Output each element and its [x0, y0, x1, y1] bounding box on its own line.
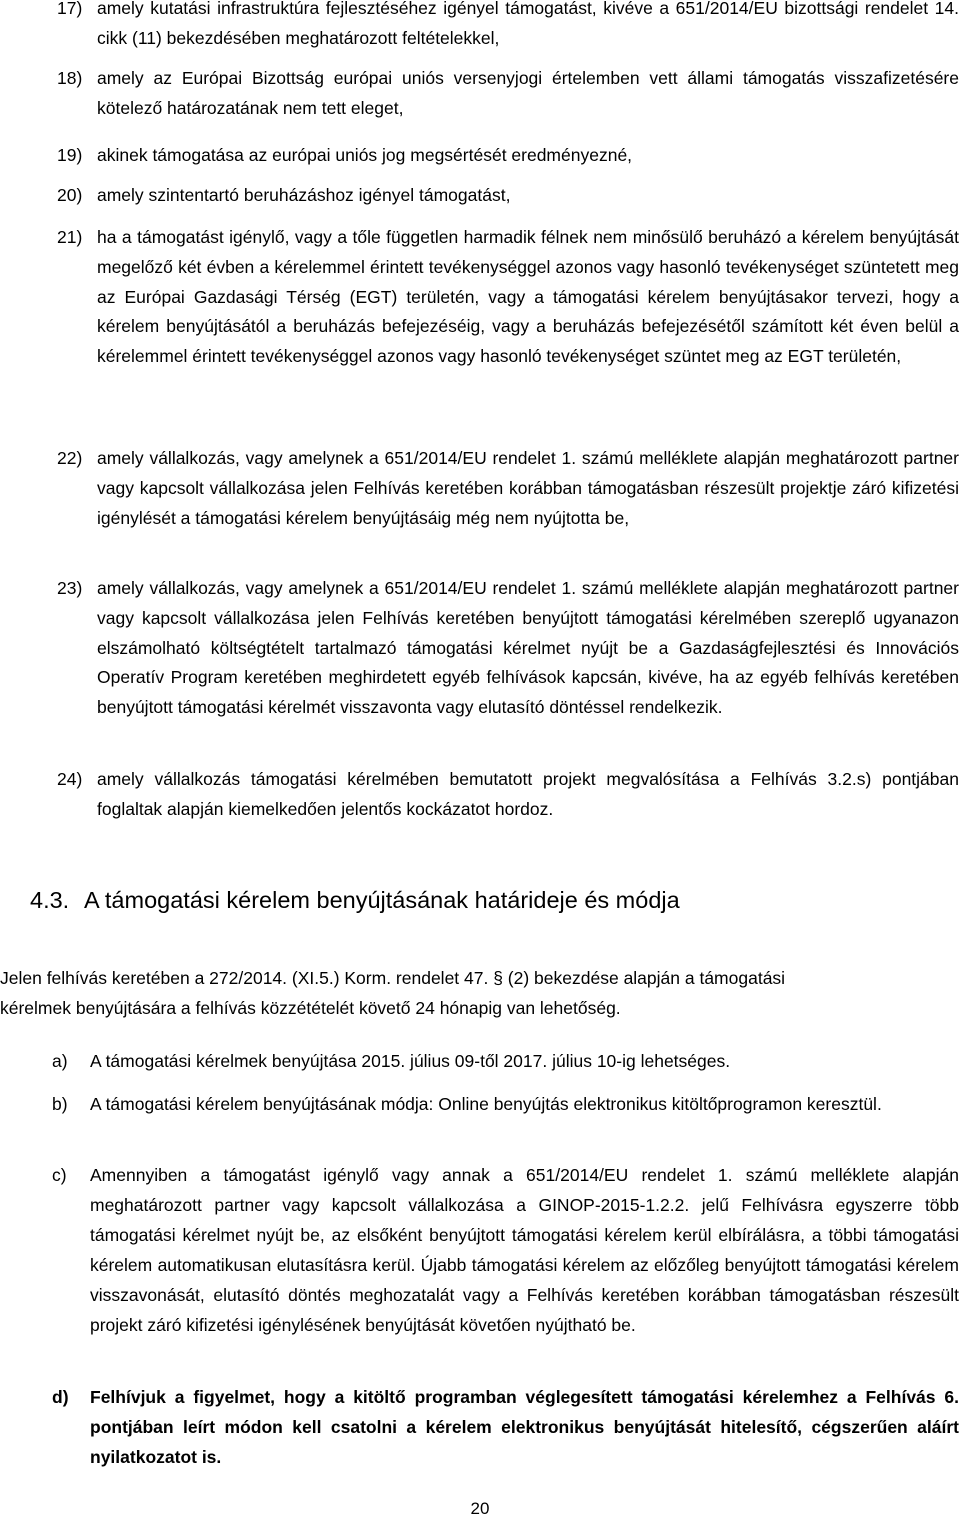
lettered-item-text: Amennyiben a támogatást igénylő vagy annak a 651/2014/EU rendelet 1. számú melléklete alapján meghatározott partner vagy kapcsolt vállalkozása a GINOP-2015-1.2.2. jelű Felhívásra egyszerre több támogatási kérelmet nyújt be, az elsőként benyújtott támogatási kérelem kerül elbírálásra, a többi támogatási kérelem automatikusan elutasításra kerül. Újabb támogatási kérelem az előzőleg benyújtott támogatási kérelem visszavonását, elutasító döntés meghozatalát vagy a Felhívás keretében korábban támogatásban részesült projekt záró kifizetési igénylésének benyújtását követően nyújtható be. [90, 1165, 959, 1335]
list-item-number: 23) [57, 578, 83, 598]
list-item-number: 17) [57, 0, 83, 18]
list-item-17 [57, 0, 959, 54]
lettered-item-text: A támogatási kérelmek benyújtása 2015. július 09-től 2017. július 10-ig lehetséges. [90, 1051, 731, 1071]
lettered-item-d [52, 1382, 959, 1472]
list-item-22 [57, 444, 959, 533]
lettered-item-letter: d) [52, 1387, 69, 1407]
list-item-21 [57, 223, 959, 372]
section-heading [30, 880, 680, 920]
list-item-24 [57, 765, 959, 825]
list-item-text: amely az Európai Bizottság európai uniós versenyjogi értelemben vett állami támogatás visszafizetésére kötelező határozatának nem tett eleget, [97, 68, 959, 118]
intro-paragraph [0, 964, 955, 1024]
lettered-item-text: A támogatási kérelem benyújtásának módja: Online benyújtás elektronikus kitöltőprogramon keresztül. [90, 1094, 882, 1114]
lettered-item-letter: a) [52, 1051, 68, 1071]
list-item-number: 24) [57, 769, 83, 789]
list-item-19 [57, 141, 959, 171]
list-item-number: 22) [57, 448, 83, 468]
list-item-text: amely szintentartó beruházáshoz igényel támogatást, [97, 185, 511, 205]
list-item-text: ha a támogatást igénylő, vagy a tőle független harmadik félnek nem minősülő beruházó a kérelem benyújtását megelőző két évben a kérelemmel érintett tevékenységgel azonos vagy hasonló tevékenységet szüntetett meg az Európai Gazdasági Térség (EGT) területén, vagy a támogatási kérelem benyújtásakor tervezi, hogy a kérelem benyújtásától a beruházás befejezéséig, vagy a beruházás befejezésétől számított két éven belül a kérelemmel érintett tevékenységgel azonos vagy hasonló tevékenységet szüntet meg az EGT területén, [97, 227, 959, 367]
page-number: 20 [470, 1499, 490, 1518]
list-item-number: 18) [57, 68, 83, 88]
section-title: A támogatási kérelem benyújtásának határideje és módja [84, 887, 680, 913]
list-item-20 [57, 181, 959, 211]
intro-line: Jelen felhívás keretében a 272/2014. (XI.5.) Korm. rendelet 47. § (2) bekezdése alapján a támogatási [0, 968, 786, 988]
section-number: 4.3. [30, 887, 70, 913]
list-item-number: 19) [57, 145, 83, 165]
lettered-item-b [52, 1089, 959, 1119]
list-item-text: akinek támogatása az európai uniós jog megsértését eredményezné, [97, 145, 633, 165]
list-item-number: 21) [57, 227, 83, 247]
list-item-number: 20) [57, 185, 83, 205]
list-item-18 [57, 64, 959, 124]
lettered-item-c [52, 1160, 959, 1340]
list-item-text: amely vállalkozás támogatási kérelmében bemutatott projekt megvalósítása a Felhívás 3.2.s) pontjában foglaltak alapján kiemelkedően jelentős kockázatot hordoz. [97, 769, 959, 819]
intro-line: kérelmek benyújtására a felhívás közzétételét követő 24 hónapig van lehetőség. [0, 997, 621, 1018]
lettered-item-a [52, 1046, 959, 1076]
lettered-item-letter: b) [52, 1094, 68, 1114]
list-item-text: amely vállalkozás, vagy amelynek a 651/2014/EU rendelet 1. számú melléklete alapján meghatározott partner vagy kapcsolt vállalkozása jelen Felhívás keretében benyújtott támogatási kérelmében szereplő ugyanazon elszámolható költségtételt tartalmazó támogatási kérelmet nyújt be a Gazdaságfejlesztési és Innovációs Operatív Program keretében meghirdetett egyéb felhívások kapcsán, kivéve, ha az egyéb felhívás keretében benyújtott támogatási kérelmét visszavonta vagy elutasító döntéssel rendelkezik. [97, 578, 959, 718]
list-item-text: amely vállalkozás, vagy amelynek a 651/2014/EU rendelet 1. számú melléklete alapján meghatározott partner vagy kapcsolt vállalkozása jelen Felhívás keretében korábban támogatásban részesült projektje záró kifizetési igénylését a támogatási kérelem benyújtásáig még nem nyújtotta be, [97, 448, 959, 528]
list-item-23 [57, 574, 959, 723]
list-item-text: amely kutatási infrastruktúra fejlesztéséhez igényel támogatást, kivéve a 651/2014/EU bizottsági rendelet 14. cikk (11) bekezdésében meghatározott feltételekkel, [97, 0, 959, 48]
lettered-item-text: Felhívjuk a figyelmet, hogy a kitöltő programban véglegesített támogatási kérelemhez a Felhívás 6. pontjában leírt módon kell csatolni a kérelem elektronikus benyújtását hitelesítő, cégszerűen aláírt nyilatkozatot is. [90, 1387, 959, 1467]
lettered-item-letter: c) [52, 1165, 67, 1185]
